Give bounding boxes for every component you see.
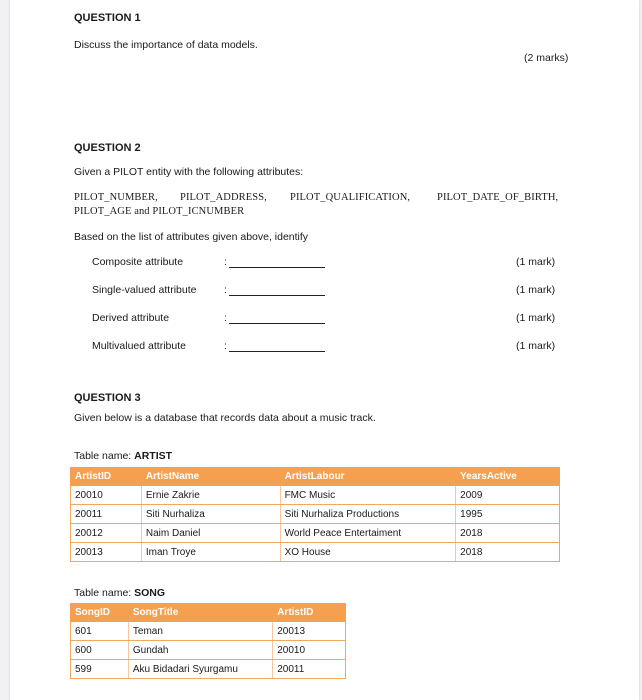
attribute-list-line-2: PILOT_AGE and PILOT_ICNUMBER (74, 206, 245, 217)
question-2-intro: Given a PILOT entity with the following attributes: (74, 166, 304, 178)
question-2-title: QUESTION 2 (74, 142, 141, 154)
attribute-pilot-date-of-birth: PILOT_DATE_OF_BIRTH, (437, 192, 559, 203)
single-valued-attribute-marks: (1 mark) (516, 284, 556, 296)
artist-table-name: ARTIST (134, 450, 173, 462)
song-table (70, 603, 346, 679)
cell-artist-name: Siti Nurhaliza (141, 505, 280, 524)
cell-artist-id: 20013 (71, 543, 142, 562)
cell-song-title: Gundah (128, 641, 272, 660)
question-2-instruction: Based on the list of attributes given above, identify (74, 231, 309, 243)
cell-song-id: 601 (71, 622, 129, 641)
attribute-pilot-qualification: PILOT_QUALIFICATION, (290, 192, 411, 203)
header-song-artist-id: ArtistID (273, 604, 346, 622)
single-valued-attribute-label: Single-valued attribute (92, 284, 197, 296)
artist-table-caption (74, 450, 172, 462)
header-artist-name: ArtistName (141, 468, 280, 486)
header-years-active: YearsActive (456, 468, 560, 486)
header-artist-id: ArtistID (71, 468, 142, 486)
cell-song-title: Teman (128, 622, 272, 641)
attribute-pilot-number: PILOT_NUMBER, (74, 192, 158, 203)
header-artist-labour: ArtistLabour (280, 468, 456, 486)
cell-artist-name: Iman Troye (141, 543, 280, 562)
cell-song-id: 599 (71, 660, 129, 679)
table-row (71, 524, 560, 543)
question-3-title: QUESTION 3 (74, 392, 141, 404)
composite-attribute-label: Composite attribute (92, 256, 184, 268)
derived-attribute-label: Derived attribute (92, 312, 170, 324)
cell-years-active: 1995 (456, 505, 560, 524)
song-table-name: SONG (134, 587, 166, 599)
derived-attribute-marks: (1 mark) (516, 312, 556, 324)
composite-attribute-marks: (1 mark) (516, 256, 556, 268)
cell-song-artist-id: 20013 (273, 622, 346, 641)
cell-artist-labour: World Peace Entertaiment (280, 524, 456, 543)
cell-artist-name: Naim Daniel (141, 524, 280, 543)
single-valued-attribute-answer-line[interactable] (229, 295, 325, 296)
cell-song-artist-id: 20010 (273, 641, 346, 660)
multivalued-attribute-marks: (1 mark) (516, 340, 556, 352)
table-row (71, 660, 346, 679)
question-1-marks: (2 marks) (524, 52, 569, 64)
artist-table-header-row (71, 468, 560, 486)
question-3-intro: Given below is a database that records data about a music track. (74, 412, 376, 424)
question-1-title: QUESTION 1 (74, 12, 141, 24)
cell-artist-labour: FMC Music (280, 486, 456, 505)
artist-table (70, 467, 560, 562)
cell-artist-id: 20010 (71, 486, 142, 505)
composite-attribute-answer-line[interactable] (229, 267, 325, 268)
table-row (71, 543, 560, 562)
song-table-caption (74, 587, 165, 599)
header-song-id: SongID (71, 604, 129, 622)
cell-years-active: 2009 (456, 486, 560, 505)
cell-artist-id: 20012 (71, 524, 142, 543)
artist-table-caption-prefix: Table name: (74, 450, 135, 462)
header-song-title: SongTitle (128, 604, 272, 622)
cell-artist-id: 20011 (71, 505, 142, 524)
cell-song-artist-id: 20011 (273, 660, 346, 679)
cell-years-active: 2018 (456, 524, 560, 543)
cell-artist-name: Ernie Zakrie (141, 486, 280, 505)
song-table-header-row (71, 604, 346, 622)
multivalued-attribute-label: Multivalued attribute (92, 340, 186, 352)
derived-attribute-colon: : (224, 312, 227, 324)
cell-song-title: Aku Bidadari Syurgamu (128, 660, 272, 679)
cell-artist-labour: Siti Nurhaliza Productions (280, 505, 456, 524)
table-row (71, 486, 560, 505)
derived-attribute-answer-line[interactable] (229, 323, 325, 324)
document-page (10, 0, 639, 700)
single-valued-attribute-colon: : (224, 284, 227, 296)
cell-artist-labour: XO House (280, 543, 456, 562)
table-row (71, 622, 346, 641)
multivalued-attribute-colon: : (224, 340, 227, 352)
multivalued-attribute-answer-line[interactable] (229, 351, 325, 352)
song-table-caption-prefix: Table name: (74, 587, 135, 599)
table-row (71, 505, 560, 524)
cell-song-id: 600 (71, 641, 129, 660)
cell-years-active: 2018 (456, 543, 560, 562)
composite-attribute-colon: : (224, 256, 227, 268)
attribute-pilot-address: PILOT_ADDRESS, (180, 192, 267, 203)
table-row (71, 641, 346, 660)
question-1-text: Discuss the importance of data models. (74, 39, 258, 51)
